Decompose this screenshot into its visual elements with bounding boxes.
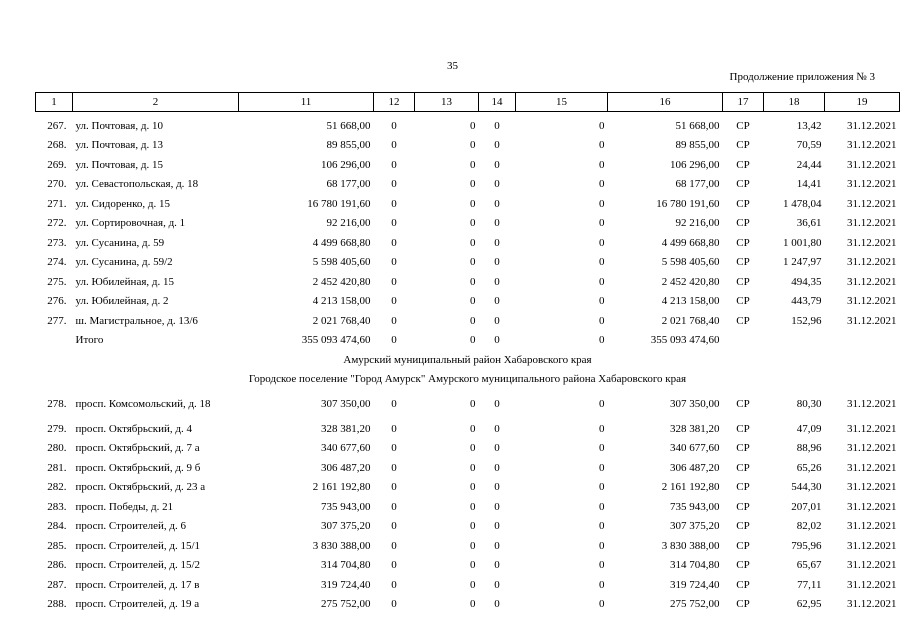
value-cell: 0 bbox=[494, 158, 500, 171]
value-cell: 0 bbox=[470, 178, 476, 191]
value-cell: 0 bbox=[494, 520, 500, 533]
value-cell: 4 213 158,00 bbox=[312, 295, 371, 308]
table-row bbox=[36, 556, 900, 576]
total-cell: 0 bbox=[391, 334, 397, 347]
value-cell: 307 350,00 bbox=[670, 398, 720, 410]
value-cell: 1 001,80 bbox=[783, 236, 822, 249]
value-cell: 31.12.2021 bbox=[847, 119, 897, 132]
value-cell: 68 177,00 bbox=[675, 178, 720, 191]
address-cell: ул. Почтовая, д. 15 bbox=[75, 158, 163, 171]
section-row bbox=[36, 350, 900, 370]
total-row bbox=[36, 331, 900, 351]
value-cell: 47,09 bbox=[796, 422, 822, 435]
value-cell: СР bbox=[736, 236, 750, 249]
address-cell: ул. Юбилейная, д. 15 bbox=[75, 275, 174, 288]
value-cell: 0 bbox=[599, 598, 605, 611]
value-cell: 0 bbox=[599, 481, 605, 494]
value-cell: 0 bbox=[494, 178, 500, 191]
value-cell: СР bbox=[736, 598, 750, 611]
value-cell: 16 780 191,60 bbox=[307, 197, 371, 210]
row-number: 269. bbox=[47, 158, 67, 171]
value-cell: 0 bbox=[470, 539, 476, 552]
value-cell: 340 677,60 bbox=[670, 442, 720, 455]
value-cell: 70,59 bbox=[796, 139, 822, 152]
value-cell: 106 296,00 bbox=[670, 158, 720, 171]
value-cell: 735 943,00 bbox=[670, 500, 720, 513]
value-cell: 0 bbox=[599, 119, 605, 132]
value-cell: 0 bbox=[494, 139, 500, 152]
header-cell: 2 bbox=[73, 93, 239, 112]
total-cell: 355 093 474,60 bbox=[650, 334, 720, 347]
value-cell: 2 161 192,80 bbox=[661, 481, 720, 494]
value-cell: 0 bbox=[599, 217, 605, 230]
value-cell: 2 021 768,40 bbox=[312, 314, 371, 327]
value-cell: СР bbox=[736, 119, 750, 132]
value-cell: 0 bbox=[470, 314, 476, 327]
value-cell: 2 161 192,80 bbox=[312, 481, 371, 494]
value-cell: 0 bbox=[599, 559, 605, 572]
value-cell: СР bbox=[736, 178, 750, 191]
value-cell: 88,96 bbox=[796, 442, 822, 455]
value-cell: 0 bbox=[599, 197, 605, 210]
value-cell: 31.12.2021 bbox=[847, 314, 897, 327]
value-cell: 443,79 bbox=[791, 295, 822, 308]
value-cell: 328 381,20 bbox=[321, 422, 371, 435]
row-number: 270. bbox=[47, 178, 67, 191]
table-body-b bbox=[36, 389, 900, 614]
header-cell: 11 bbox=[239, 93, 374, 112]
value-cell: 0 bbox=[391, 139, 397, 152]
value-cell: 0 bbox=[391, 256, 397, 269]
address-cell: ул. Почтовая, д. 13 bbox=[75, 139, 163, 152]
value-cell: 0 bbox=[391, 275, 397, 288]
row-number: 267. bbox=[47, 119, 67, 132]
value-cell: 340 677,60 bbox=[321, 442, 371, 455]
value-cell: 31.12.2021 bbox=[847, 256, 897, 269]
value-cell: 80,30 bbox=[796, 398, 822, 410]
value-cell: 0 bbox=[494, 197, 500, 210]
value-cell: СР bbox=[736, 295, 750, 308]
value-cell: 0 bbox=[470, 559, 476, 572]
value-cell: 0 bbox=[470, 481, 476, 494]
value-cell: СР bbox=[736, 520, 750, 533]
table-row bbox=[36, 233, 900, 253]
table-body-a bbox=[36, 112, 900, 331]
table-row bbox=[36, 575, 900, 595]
row-number: 281. bbox=[47, 461, 67, 474]
table-row bbox=[36, 311, 900, 331]
value-cell: 24,44 bbox=[796, 158, 822, 171]
address-cell: просп. Строителей, д. 15/1 bbox=[75, 539, 201, 552]
value-cell: 82,02 bbox=[796, 520, 822, 533]
value-cell: 0 bbox=[470, 461, 476, 474]
row-number: 288. bbox=[47, 598, 67, 611]
value-cell: 0 bbox=[470, 295, 476, 308]
row-number: 277. bbox=[47, 314, 67, 327]
value-cell: 77,11 bbox=[797, 578, 822, 591]
table-row bbox=[36, 292, 900, 312]
value-cell: 152,96 bbox=[791, 314, 822, 327]
value-cell: 13,42 bbox=[796, 119, 822, 132]
value-cell: 0 bbox=[391, 295, 397, 308]
value-cell: 92 216,00 bbox=[675, 217, 720, 230]
value-cell: 0 bbox=[494, 578, 500, 591]
value-cell: 31.12.2021 bbox=[847, 520, 897, 533]
value-cell: 0 bbox=[494, 461, 500, 474]
value-cell: 31.12.2021 bbox=[847, 559, 897, 572]
value-cell: 89 855,00 bbox=[326, 139, 371, 152]
value-cell: 0 bbox=[391, 442, 397, 455]
value-cell: СР bbox=[736, 398, 750, 410]
total-section bbox=[36, 331, 900, 390]
value-cell: 68 177,00 bbox=[326, 178, 371, 191]
header-cell: 13 bbox=[415, 93, 479, 112]
value-cell: 31.12.2021 bbox=[847, 139, 897, 152]
value-cell: 0 bbox=[599, 422, 605, 435]
address-cell: ул. Сидоренко, д. 15 bbox=[75, 197, 170, 210]
data-table bbox=[35, 92, 900, 614]
row-number: 280. bbox=[47, 442, 67, 455]
value-cell: 31.12.2021 bbox=[847, 398, 897, 410]
row-number: 283. bbox=[47, 500, 67, 513]
row-number: 278. bbox=[47, 398, 67, 410]
value-cell: 31.12.2021 bbox=[847, 578, 897, 591]
value-cell: СР bbox=[736, 578, 750, 591]
value-cell: 0 bbox=[599, 256, 605, 269]
value-cell: 0 bbox=[470, 217, 476, 230]
value-cell: 0 bbox=[494, 119, 500, 132]
value-cell: 0 bbox=[391, 500, 397, 513]
value-cell: 0 bbox=[391, 314, 397, 327]
value-cell: 307 350,00 bbox=[321, 398, 371, 410]
value-cell: 0 bbox=[391, 481, 397, 494]
address-cell: просп. Комсомольский, д. 18 bbox=[75, 397, 211, 410]
total-label: Итого bbox=[75, 334, 104, 347]
value-cell: 0 bbox=[494, 314, 500, 327]
value-cell: СР bbox=[736, 256, 750, 269]
value-cell: 31.12.2021 bbox=[847, 500, 897, 513]
value-cell: 31.12.2021 bbox=[847, 422, 897, 435]
value-cell: 0 bbox=[599, 461, 605, 474]
row-number: 287. bbox=[47, 578, 67, 591]
page-number: 35 bbox=[447, 60, 458, 72]
value-cell: 207,01 bbox=[791, 500, 822, 513]
value-cell: 0 bbox=[470, 598, 476, 611]
address-cell: ш. Магистральное, д. 13/6 bbox=[75, 314, 198, 327]
table-row bbox=[36, 419, 900, 439]
value-cell: 328 381,20 bbox=[670, 422, 720, 435]
address-cell: просп. Строителей, д. 17 в bbox=[75, 578, 200, 591]
value-cell: 31.12.2021 bbox=[847, 236, 897, 249]
value-cell: СР bbox=[736, 539, 750, 552]
table-row bbox=[36, 194, 900, 214]
header-cell: 14 bbox=[479, 93, 516, 112]
row-number: 276. bbox=[47, 295, 67, 308]
table-row bbox=[36, 595, 900, 615]
value-cell: 62,95 bbox=[796, 598, 822, 611]
value-cell: 0 bbox=[391, 520, 397, 533]
value-cell: 0 bbox=[391, 158, 397, 171]
row-number: 274. bbox=[47, 256, 67, 269]
value-cell: 795,96 bbox=[791, 539, 822, 552]
value-cell: 0 bbox=[391, 217, 397, 230]
row-number: 268. bbox=[47, 139, 67, 152]
value-cell: 0 bbox=[494, 559, 500, 572]
row-number: 284. bbox=[47, 520, 67, 533]
value-cell: 0 bbox=[494, 275, 500, 288]
total-cell: 0 bbox=[494, 334, 500, 347]
value-cell: 0 bbox=[494, 422, 500, 435]
value-cell: 0 bbox=[599, 236, 605, 249]
value-cell: СР bbox=[736, 275, 750, 288]
section-row bbox=[36, 370, 900, 390]
value-cell: 65,67 bbox=[796, 559, 822, 572]
table-row bbox=[36, 478, 900, 498]
value-cell: 0 bbox=[391, 422, 397, 435]
value-cell: 0 bbox=[391, 178, 397, 191]
value-cell: 0 bbox=[599, 275, 605, 288]
value-cell: 314 704,80 bbox=[321, 559, 371, 572]
value-cell: 31.12.2021 bbox=[847, 295, 897, 308]
value-cell: 0 bbox=[470, 139, 476, 152]
value-cell: 306 487,20 bbox=[670, 461, 720, 474]
table-row bbox=[36, 112, 900, 136]
value-cell: 0 bbox=[391, 236, 397, 249]
value-cell: 31.12.2021 bbox=[847, 461, 897, 474]
value-cell: 0 bbox=[494, 539, 500, 552]
value-cell: 307 375,20 bbox=[670, 520, 720, 533]
value-cell: 319 724,40 bbox=[321, 578, 371, 591]
value-cell: 0 bbox=[494, 295, 500, 308]
value-cell: 0 bbox=[599, 578, 605, 591]
address-cell: ул. Сортировочная, д. 1 bbox=[75, 217, 186, 230]
value-cell: 89 855,00 bbox=[675, 139, 720, 152]
value-cell: 0 bbox=[470, 275, 476, 288]
total-cell: 0 bbox=[470, 334, 476, 347]
address-cell: просп. Октябрьский, д. 9 б bbox=[75, 461, 201, 474]
row-number: 273. bbox=[47, 236, 67, 249]
value-cell: 0 bbox=[494, 481, 500, 494]
value-cell: 275 752,00 bbox=[670, 598, 720, 611]
value-cell: 735 943,00 bbox=[321, 500, 371, 513]
value-cell: 0 bbox=[494, 256, 500, 269]
value-cell: 0 bbox=[391, 398, 397, 410]
address-cell: просп. Строителей, д. 6 bbox=[75, 520, 186, 533]
total-cell: 0 bbox=[599, 334, 605, 347]
value-cell: 1 247,97 bbox=[783, 256, 822, 269]
value-cell: СР bbox=[736, 197, 750, 210]
value-cell: СР bbox=[736, 481, 750, 494]
value-cell: 0 bbox=[470, 197, 476, 210]
value-cell: 0 bbox=[599, 398, 605, 410]
value-cell: 31.12.2021 bbox=[847, 481, 897, 494]
value-cell: СР bbox=[736, 422, 750, 435]
value-cell: 544,30 bbox=[791, 481, 822, 494]
value-cell: 0 bbox=[391, 598, 397, 611]
value-cell: 5 598 405,60 bbox=[312, 256, 371, 269]
address-cell: просп. Октябрьский, д. 23 а bbox=[75, 481, 206, 494]
value-cell: 0 bbox=[470, 442, 476, 455]
value-cell: 4 499 668,80 bbox=[661, 236, 720, 249]
address-cell: просп. Победы, д. 21 bbox=[75, 500, 174, 513]
value-cell: 5 598 405,60 bbox=[661, 256, 720, 269]
value-cell: 0 bbox=[470, 578, 476, 591]
value-cell: СР bbox=[736, 158, 750, 171]
header-cell: 12 bbox=[374, 93, 415, 112]
value-cell: 31.12.2021 bbox=[847, 197, 897, 210]
value-cell: 51 668,00 bbox=[675, 119, 720, 132]
value-cell: 0 bbox=[470, 422, 476, 435]
section-settlement: Городское поселение "Город Амурск" Амурского муниципального района Хабаровского края bbox=[248, 373, 687, 386]
value-cell: 1 478,04 bbox=[783, 197, 822, 210]
table-row bbox=[36, 497, 900, 517]
header-cell: 15 bbox=[516, 93, 608, 112]
value-cell: СР bbox=[736, 139, 750, 152]
value-cell: 0 bbox=[494, 236, 500, 249]
table-row bbox=[36, 439, 900, 459]
table-row bbox=[36, 536, 900, 556]
value-cell: 2 021 768,40 bbox=[661, 314, 720, 327]
value-cell: 314 704,80 bbox=[670, 559, 720, 572]
table-row bbox=[36, 136, 900, 156]
header-row bbox=[36, 93, 900, 112]
value-cell: 31.12.2021 bbox=[847, 217, 897, 230]
header-cell: 19 bbox=[825, 93, 900, 112]
value-cell: 36,61 bbox=[796, 217, 822, 230]
value-cell: 0 bbox=[391, 461, 397, 474]
value-cell: 0 bbox=[470, 520, 476, 533]
header-cell: 1 bbox=[36, 93, 73, 112]
value-cell: 16 780 191,60 bbox=[656, 197, 720, 210]
value-cell: 0 bbox=[391, 539, 397, 552]
row-number: 271. bbox=[47, 197, 67, 210]
table-row bbox=[36, 253, 900, 273]
value-cell: СР bbox=[736, 559, 750, 572]
value-cell: 307 375,20 bbox=[321, 520, 371, 533]
row-number: 286. bbox=[47, 559, 67, 572]
value-cell: 319 724,40 bbox=[670, 578, 720, 591]
table-row bbox=[36, 155, 900, 175]
value-cell: 51 668,00 bbox=[326, 119, 371, 132]
table-row bbox=[36, 175, 900, 195]
address-cell: ул. Сусанина, д. 59/2 bbox=[75, 256, 173, 269]
continuation-caption: Продолжение приложения № 3 bbox=[729, 71, 875, 83]
value-cell: 31.12.2021 bbox=[847, 178, 897, 191]
value-cell: 0 bbox=[391, 197, 397, 210]
value-cell: 0 bbox=[599, 442, 605, 455]
table-row bbox=[36, 214, 900, 234]
value-cell: СР bbox=[736, 461, 750, 474]
value-cell: 2 452 420,80 bbox=[312, 275, 371, 288]
value-cell: 3 830 388,00 bbox=[312, 539, 371, 552]
value-cell: 0 bbox=[599, 295, 605, 308]
value-cell: 31.12.2021 bbox=[847, 275, 897, 288]
value-cell: СР bbox=[736, 442, 750, 455]
address-cell: просп. Октябрьский, д. 7 а bbox=[75, 442, 200, 455]
address-cell: просп. Строителей, д. 15/2 bbox=[75, 559, 201, 572]
value-cell: 494,35 bbox=[791, 275, 822, 288]
value-cell: 31.12.2021 bbox=[847, 598, 897, 611]
value-cell: 0 bbox=[470, 119, 476, 132]
value-cell: 92 216,00 bbox=[326, 217, 371, 230]
value-cell: 14,41 bbox=[796, 178, 822, 191]
table-row bbox=[36, 458, 900, 478]
value-cell: 2 452 420,80 bbox=[661, 275, 720, 288]
value-cell: 0 bbox=[599, 178, 605, 191]
table-row bbox=[36, 517, 900, 537]
value-cell: 0 bbox=[494, 217, 500, 230]
row-number: 275. bbox=[47, 275, 67, 288]
row-number: 282. bbox=[47, 481, 67, 494]
value-cell: 0 bbox=[599, 500, 605, 513]
value-cell: 0 bbox=[470, 158, 476, 171]
row-number: 279. bbox=[47, 422, 67, 435]
total-cell: 355 093 474,60 bbox=[301, 334, 371, 347]
address-cell: просп. Октябрьский, д. 4 bbox=[75, 422, 193, 435]
value-cell: 0 bbox=[599, 314, 605, 327]
value-cell: 0 bbox=[470, 398, 476, 410]
header-cell: 17 bbox=[723, 93, 764, 112]
value-cell: 31.12.2021 bbox=[847, 158, 897, 171]
value-cell: 4 213 158,00 bbox=[661, 295, 720, 308]
value-cell: СР bbox=[736, 314, 750, 327]
value-cell: 4 499 668,80 bbox=[312, 236, 371, 249]
header-cell: 16 bbox=[608, 93, 723, 112]
value-cell: 0 bbox=[494, 500, 500, 513]
value-cell: 0 bbox=[391, 559, 397, 572]
value-cell: 0 bbox=[494, 598, 500, 611]
value-cell: 0 bbox=[599, 158, 605, 171]
value-cell: 0 bbox=[599, 539, 605, 552]
value-cell: 3 830 388,00 bbox=[661, 539, 720, 552]
value-cell: 0 bbox=[391, 578, 397, 591]
value-cell: 306 487,20 bbox=[321, 461, 371, 474]
value-cell: 65,26 bbox=[796, 461, 822, 474]
section-district: Амурский муниципальный район Хабаровского края bbox=[343, 353, 592, 366]
address-cell: ул. Сусанина, д. 59 bbox=[75, 236, 165, 249]
value-cell: 0 bbox=[470, 256, 476, 269]
value-cell: 0 bbox=[599, 520, 605, 533]
row-number: 285. bbox=[47, 539, 67, 552]
value-cell: 0 bbox=[391, 119, 397, 132]
header-cell: 18 bbox=[764, 93, 825, 112]
table-row bbox=[36, 272, 900, 292]
value-cell: 0 bbox=[470, 500, 476, 513]
value-cell: 0 bbox=[599, 139, 605, 152]
address-cell: просп. Строителей, д. 19 а bbox=[75, 598, 200, 611]
value-cell: 0 bbox=[494, 442, 500, 455]
address-cell: ул. Почтовая, д. 10 bbox=[75, 119, 163, 132]
value-cell: 0 bbox=[494, 398, 500, 410]
value-cell: 0 bbox=[470, 236, 476, 249]
value-cell: 31.12.2021 bbox=[847, 442, 897, 455]
address-cell: ул. Юбилейная, д. 2 bbox=[75, 295, 169, 308]
address-cell: ул. Севастопольская, д. 18 bbox=[75, 178, 199, 191]
value-cell: 31.12.2021 bbox=[847, 539, 897, 552]
value-cell: 275 752,00 bbox=[321, 598, 371, 611]
value-cell: СР bbox=[736, 500, 750, 513]
value-cell: СР bbox=[736, 217, 750, 230]
value-cell: 106 296,00 bbox=[321, 158, 371, 171]
table-row bbox=[36, 389, 900, 419]
row-number: 272. bbox=[47, 217, 67, 230]
